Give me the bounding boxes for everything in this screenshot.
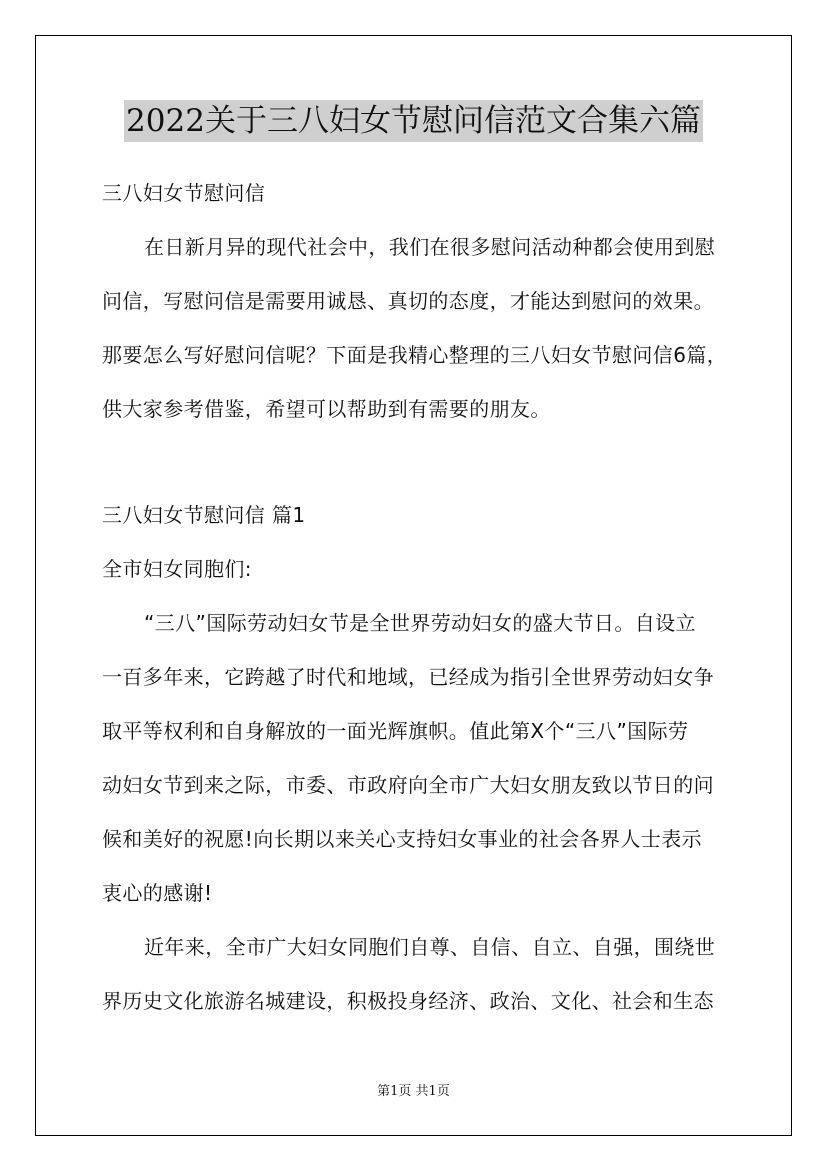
paragraph-line: 一百多年来，它跨越了时代和地域，已经成为指引全世界劳动妇女争 (102, 665, 714, 689)
paragraph-line: 近年来，全市广大妇女同胞们自尊、自信、自立、自强，围绕世 (144, 935, 716, 959)
intro-line: 在日新月异的现代社会中，我们在很多慰问活动种都会使用到慰 (144, 235, 716, 259)
paragraph-line: “三八”国际劳动妇女节是全世界劳动妇女的盛大节日。自设立 (144, 611, 696, 635)
paragraph-line: 动妇女节到来之际，市委、市政府向全市广大妇女朋友致以节日的问 (102, 773, 714, 797)
salutation: 全市妇女同胞们: (102, 557, 252, 581)
page-footer (0, 1083, 827, 1101)
document-title: 2022关于三八妇女节慰问信范文合集六篇 (124, 100, 703, 142)
page-number: 第1页 共1页 (377, 1084, 450, 1099)
document-body (102, 170, 742, 1032)
title-wrapper (0, 100, 827, 142)
section-heading: 三八妇女节慰问信 篇1 (102, 503, 306, 527)
intro-line: 问信，写慰问信是需要用诚恳、真切的态度，才能达到慰问的效果。 (102, 289, 714, 313)
paragraph-line: 衷心的感谢! (102, 881, 213, 905)
intro-line: 那要怎么写好慰问信呢？下面是我精心整理的三八妇女节慰问信6篇， (102, 343, 728, 367)
intro-heading: 三八妇女节慰问信 (102, 181, 266, 205)
paragraph-line: 界历史文化旅游名城建设，积极投身经济、政治、文化、社会和生态 (102, 989, 714, 1013)
paragraph-gap (102, 440, 742, 492)
intro-line: 供大家参考借鉴，希望可以帮助到有需要的朋友。 (102, 397, 551, 421)
paragraph-line: 取平等权利和自身解放的一面光辉旗帜。值此第X个“三八”国际劳 (102, 719, 689, 743)
paragraph-line: 候和美好的祝愿!向长期以来关心支持妇女事业的社会各界人士表示 (102, 827, 703, 851)
